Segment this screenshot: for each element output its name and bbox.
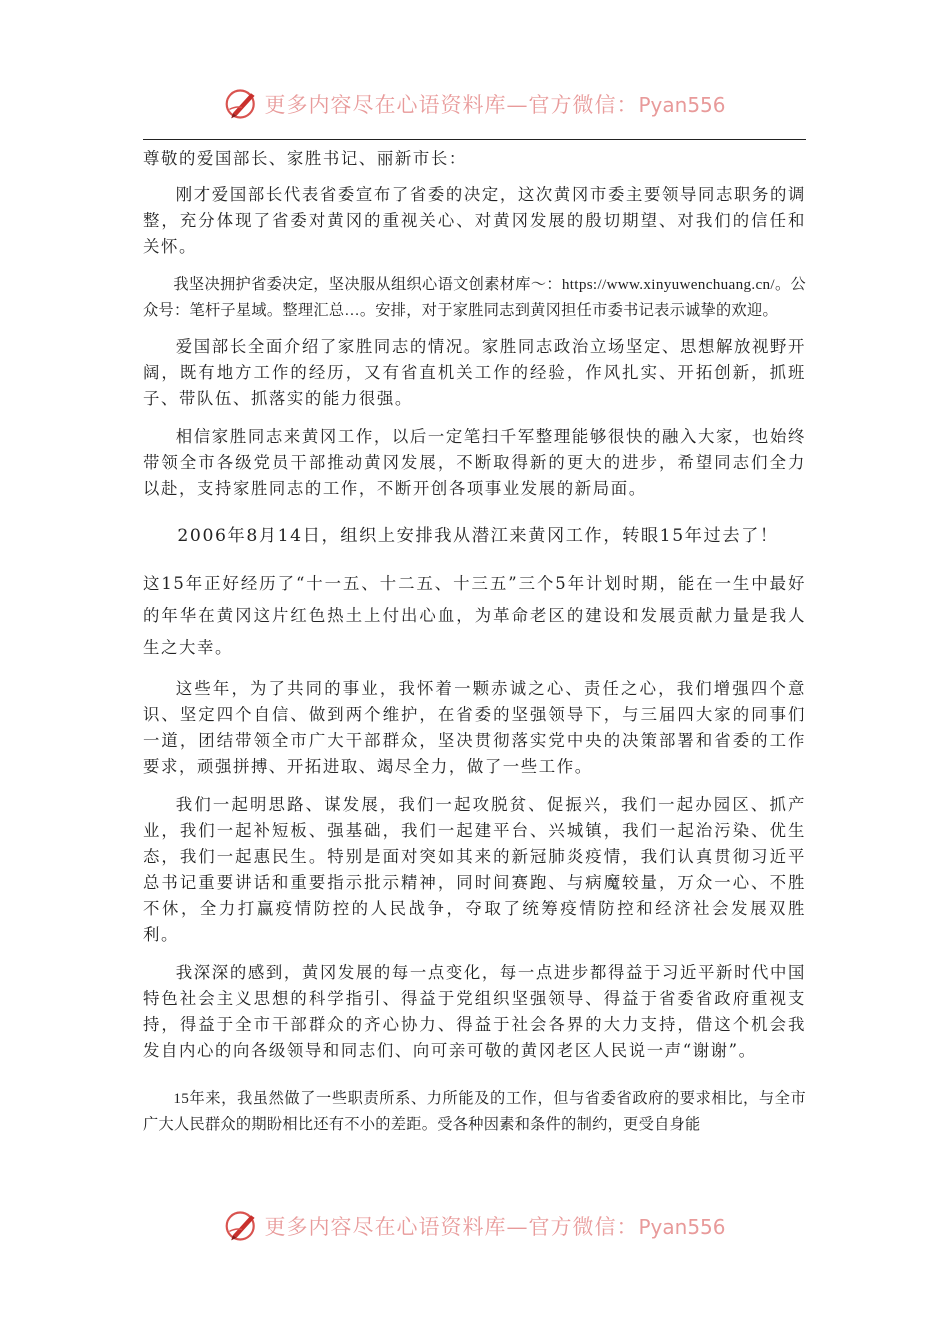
paragraph-9: 我深深的感到，黄冈发展的每一点变化，每一点进步都得益于习近平新时代中国特色社会主义思想的科学指引、得益于党组织坚强领导、得益于省委省政府重视支持，得益于全市干部群众的齐心协力、得益于社会各界的大力支持，借这个机会我发自内心的向各级领导和同志们、向可亲可敬的黄冈老区人民说一声“谢谢”。 <box>143 963 806 1060</box>
salutation: 尊敬的爱国部长、家胜书记、丽新市长： <box>143 149 467 168</box>
document-body <box>143 146 806 1150</box>
footer-banner-text: 更多内容尽在心语资料库—官方微信：Pyan556 <box>264 1215 726 1239</box>
paragraph-6: 这15年正好经历了“十一五、十二五、十三五”三个5年计划时期，能在一生中最好的年华在黄冈这片红色热土上付出心血，为革命老区的建设和发展贡献力量是我人生之大幸。 <box>143 574 806 657</box>
wechat-id: Pyan556 <box>638 93 726 117</box>
paragraph-3: 爱国部长全面介绍了家胜同志的情况。家胜同志政治立场坚定、思想解放视野开阔，既有地方工作的经历，又有省直机关工作的经验，作风扎实、开拓创新，抓班子、带队伍、抓落实的能力很强。 <box>143 337 806 408</box>
paragraph-2: 我坚决拥护省委决定，坚决服从组织心语文创素材库～：https://www.xinyuwenchuang.cn/。公众号：笔杆子星域。整理汇总…。安排，对于家胜同志到黄冈担任市委书记表示诚挚的欢迎。 <box>143 276 806 319</box>
paragraph-1: 刚才爱国部长代表省委宣布了省委的决定，这次黄冈市委主要领导同志职务的调整，充分体现了省委对黄冈的重视关心、对黄冈发展的殷切期望、对我们的信任和关怀。 <box>143 185 806 256</box>
header-divider <box>143 139 806 140</box>
paragraph-8: 我们一起明思路、谋发展，我们一起攻脱贫、促振兴，我们一起办园区、抓产业，我们一起补短板、强基础，我们一起建平台、兴城镇，我们一起治污染、优生态，我们一起惠民生。特别是面对突如其来的新冠肺炎疫情，我们认真贯彻习近平总书记重要讲话和重要指示批示精神，同时间赛跑、与病魔较量，万众一心、不胜不休，全力打赢疫情防控的人民战争，夺取了统筹疫情防控和经济社会发展双胜利。 <box>143 795 806 944</box>
paragraph-4: 相信家胜同志来黄冈工作，以后一定笔扫千军整理能够很快的融入大家，也始终带领全市各级党员干部推动黄冈发展，不断取得新的更大的进步，希望同志们全力以赴，支持家胜同志的工作，不断开创各项事业发展的新局面。 <box>143 427 806 498</box>
pen-logo-icon <box>224 86 260 122</box>
paragraph-5: 2006年8月14日，组织上安排我从潜江来黄冈工作，转眼15年过去了！ <box>177 526 779 546</box>
paragraph-7: 这些年，为了共同的事业，我怀着一颗赤诚之心、责任之心，我们增强四个意识、坚定四个自信、做到两个维护，在省委的坚强领导下，与三届四大家的同事们一道，团结带领全市广大干部群众，坚决贯彻落实党中央的决策部署和省委的工作要求，顽强拼搏、开拓进取、竭尽全力，做了一些工作。 <box>143 679 806 776</box>
header-banner-text: 更多内容尽在心语资料库—官方微信：Pyan556 <box>264 93 726 117</box>
paragraph-10: 15年来，我虽然做了一些职责所系、力所能及的工作，但与省委省政府的要求相比，与全市广大人民群众的期盼相比还有不小的差距。受各种因素和条件的制约，更受自身能 <box>143 1090 806 1133</box>
footer-banner <box>0 1204 950 1248</box>
header-banner <box>0 82 950 126</box>
pen-logo-icon <box>224 1208 260 1244</box>
wechat-id: Pyan556 <box>638 1215 726 1239</box>
